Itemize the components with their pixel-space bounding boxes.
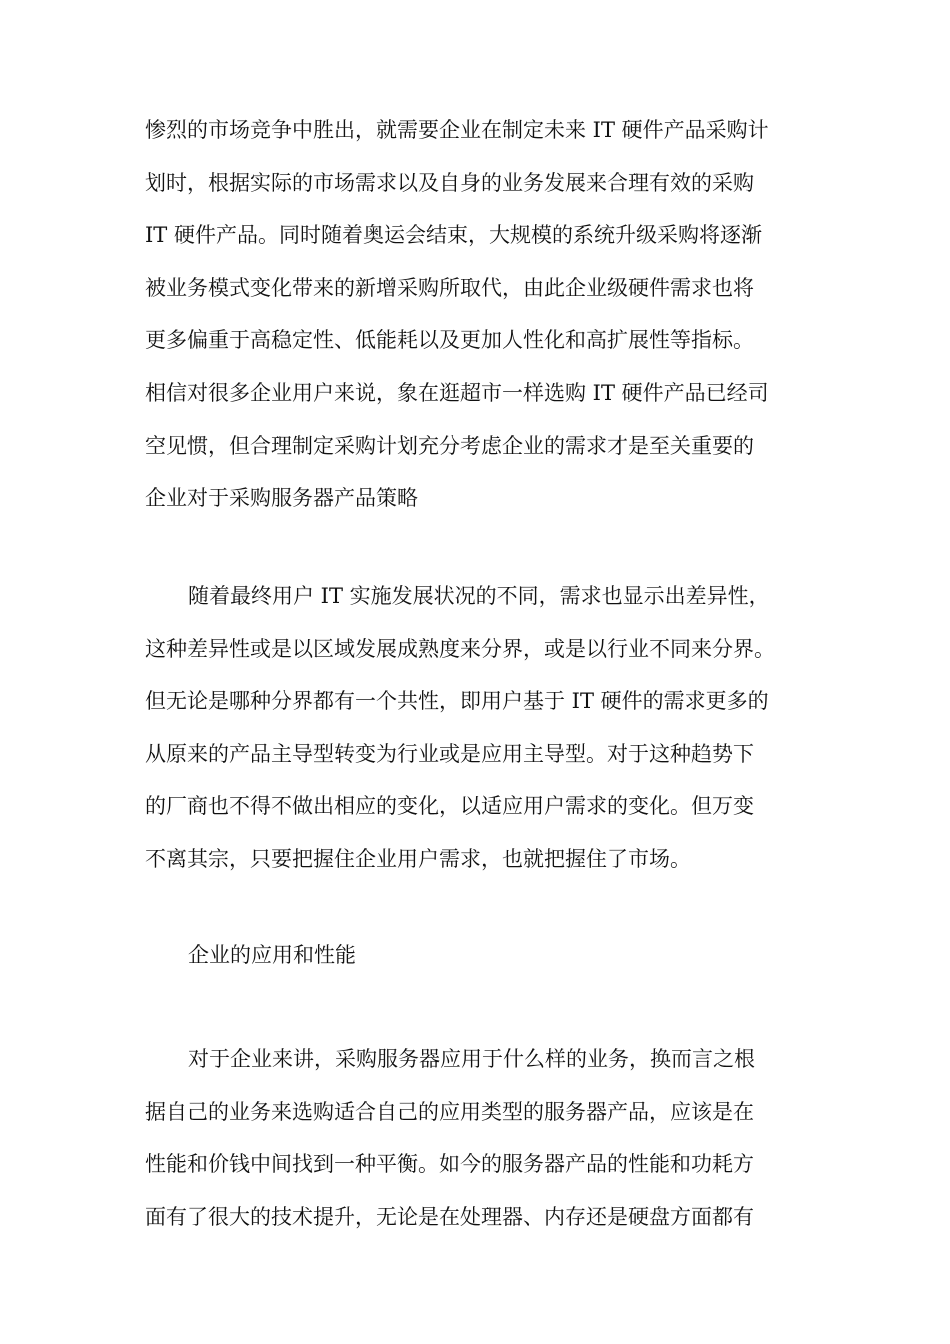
text-line: 被业务模式变化带来的新增采购所取代，由此企业级硬件需求也将 (145, 275, 754, 300)
text-line: 相信对很多企业用户来说，象在逛超市一样选购 IT 硬件产品已经司 (145, 380, 769, 405)
text-line: 这种差异性或是以区域发展成熟度来分界，或是以行业不同来分界。 (145, 636, 775, 661)
text-line: 企业对于采购服务器产品策略 (145, 486, 418, 511)
text-line: 空见惯，但合理制定采购计划充分考虑企业的需求才是至关重要的 (145, 433, 754, 458)
text-line: 的厂商也不得不做出相应的变化，以适应用户需求的变化。但万变 (145, 794, 754, 819)
text-line: IT 硬件产品。同时随着奥运会结束，大规模的系统升级采购将逐渐 (145, 223, 762, 248)
text-line: 但无论是哪种分界都有一个共性，即用户基于 IT 硬件的需求更多的 (145, 689, 769, 714)
text-line: 随着最终用户 IT 实施发展状况的不同，需求也显示出差异性， (188, 584, 770, 608)
text-line: 据自己的业务来选购适合自己的应用类型的服务器产品，应该是在 (145, 1099, 754, 1124)
text-line: 性能和价钱中间找到一种平衡。如今的服务器产品的性能和功耗方 (145, 1152, 754, 1177)
paragraph-user-demand (145, 570, 825, 886)
text-line: 划时，根据实际的市场需求以及自身的业务发展来合理有效的采购 (145, 170, 754, 195)
text-line: 对于企业来讲，采购服务器应用于什么样的业务，换而言之根 (188, 1047, 755, 1071)
paragraph-application-performance (145, 1033, 825, 1243)
text-line: 从原来的产品主导型转变为行业或是应用主导型。对于这种趋势下 (145, 741, 754, 766)
text-line: 更多偏重于高稳定性、低能耗以及更加人性化和高扩展性等指标。 (145, 328, 754, 353)
text-line: 面有了很大的技术提升，无论是在处理器、内存还是硬盘方面都有 (145, 1204, 754, 1229)
paragraph-continuation (145, 104, 825, 525)
text-line: 惨烈的市场竞争中胜出，就需要企业在制定未来 IT 硬件产品采购计 (145, 118, 769, 142)
text-line: 不离其宗，只要把握住企业用户需求，也就把握住了市场。 (145, 846, 691, 871)
section-heading (145, 929, 825, 982)
heading-text: 企业的应用和性能 (188, 943, 356, 967)
